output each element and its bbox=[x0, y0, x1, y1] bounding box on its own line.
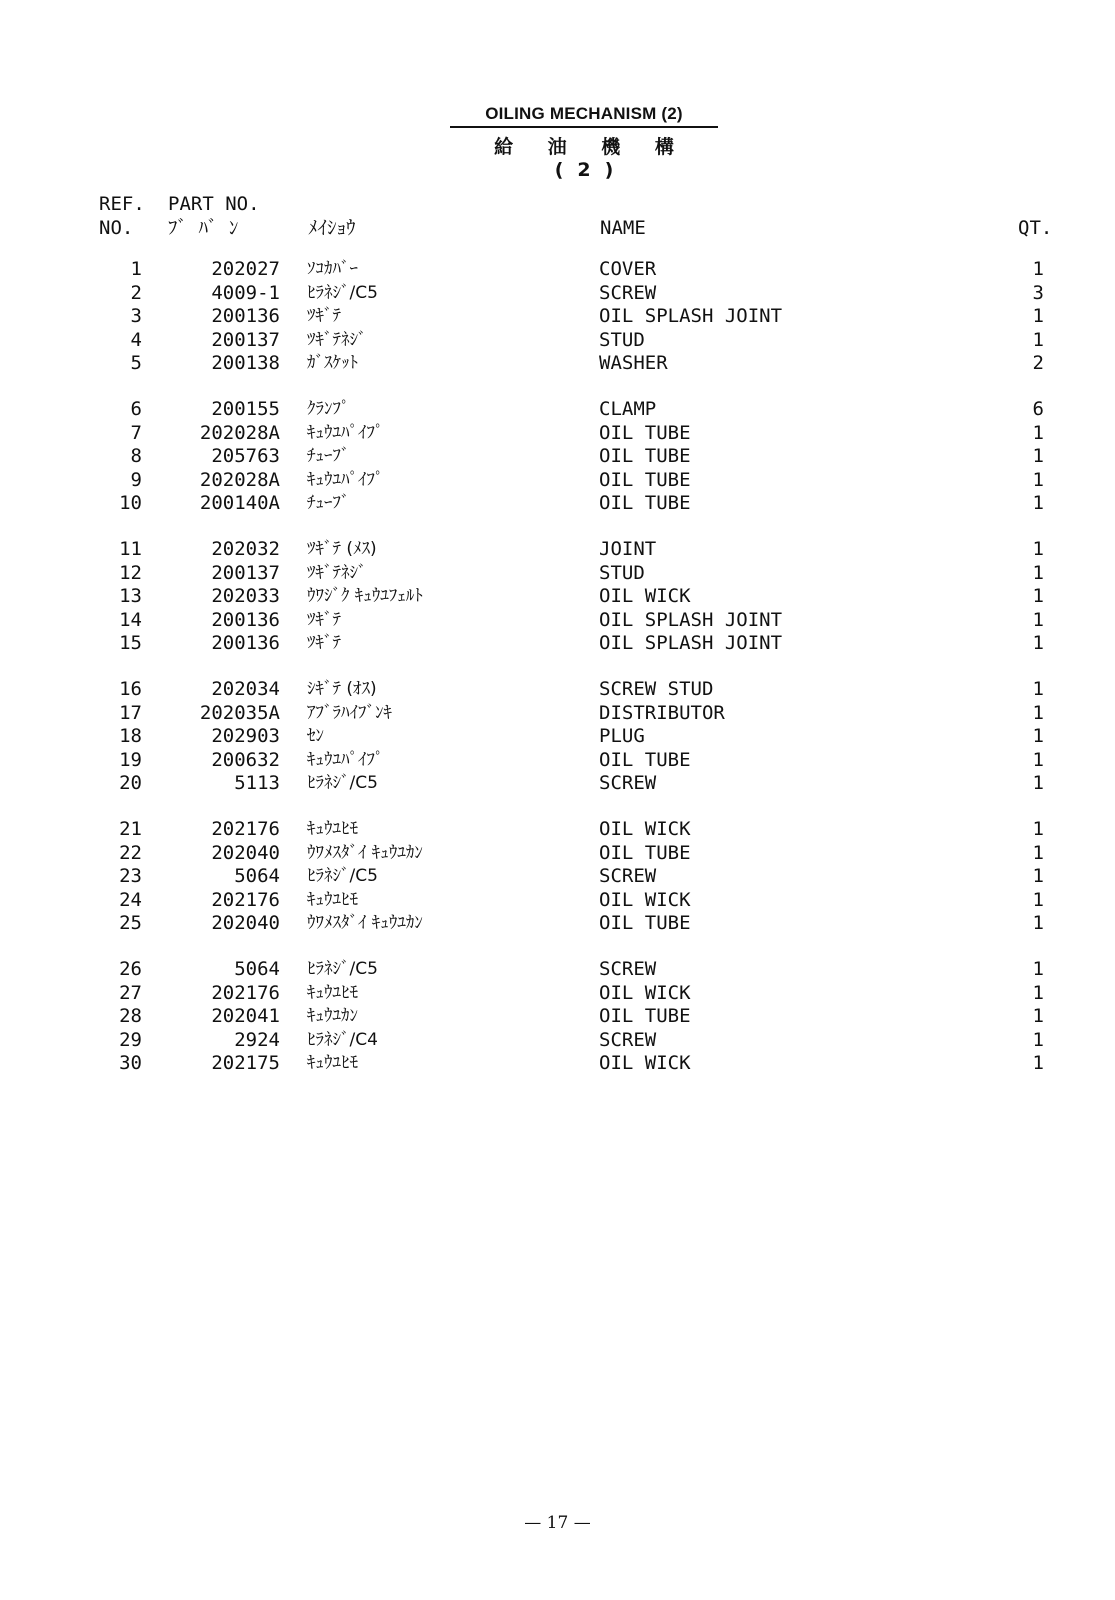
table-row bbox=[0, 329, 1115, 353]
japanese-name-cell: ｷｭｳﾕﾊﾟｲﾌﾟ bbox=[307, 469, 384, 490]
quantity-cell: 1 bbox=[1032, 958, 1044, 980]
japanese-name-cell: ﾋﾗﾈｼﾞ/C5 bbox=[307, 282, 378, 303]
table-row bbox=[0, 609, 1115, 633]
quantity-cell: 3 bbox=[1032, 281, 1044, 304]
table-row bbox=[0, 842, 1115, 866]
table-row bbox=[0, 538, 1115, 562]
quantity-cell: 1 bbox=[1032, 701, 1044, 724]
quantity-cell: 1 bbox=[1032, 305, 1044, 327]
name-cell: DISTRIBUTOR bbox=[599, 701, 725, 724]
name-cell: JOINT bbox=[599, 538, 657, 560]
parts-group bbox=[0, 398, 1115, 516]
part-no-cell: 202034 bbox=[211, 678, 280, 700]
table-row bbox=[0, 749, 1115, 773]
table-row bbox=[0, 1029, 1115, 1053]
japanese-name-cell: ｳﾜｼﾞｸ ｷｭｳﾕﾌｪﾙﾄ bbox=[307, 586, 423, 606]
japanese-name-cell: ｷｭｳﾕﾋﾓ bbox=[307, 889, 358, 910]
ref-no-cell: 17 bbox=[119, 701, 142, 724]
header-part-no: PART NO. ﾌﾞ ﾊﾞ ﾝ bbox=[168, 193, 260, 239]
ref-no-cell: 16 bbox=[119, 678, 142, 700]
ref-no-cell: 6 bbox=[130, 398, 142, 420]
table-row bbox=[0, 982, 1115, 1006]
japanese-name-cell: ﾋﾗﾈｼﾞ/C4 bbox=[307, 1029, 378, 1050]
ref-no-cell: 29 bbox=[119, 1028, 142, 1051]
ref-no-cell: 27 bbox=[119, 981, 142, 1004]
part-no-cell: 200155 bbox=[211, 398, 280, 420]
japanese-name-cell: ﾂｷﾞﾃﾈｼﾞ bbox=[307, 329, 367, 350]
table-row bbox=[0, 772, 1115, 796]
name-cell: OIL WICK bbox=[599, 818, 691, 840]
ref-no-cell: 1 bbox=[130, 258, 142, 280]
ref-no-cell: 2 bbox=[130, 281, 142, 304]
quantity-cell: 1 bbox=[1032, 421, 1044, 444]
quantity-cell: 1 bbox=[1032, 981, 1044, 1004]
part-no-cell: 202028A bbox=[199, 468, 280, 491]
table-row bbox=[0, 818, 1115, 842]
table-row bbox=[0, 725, 1115, 749]
japanese-name-cell: ｱﾌﾞﾗﾊｲﾌﾞﾝｷ bbox=[307, 702, 392, 723]
quantity-cell: 1 bbox=[1032, 538, 1044, 560]
part-no-cell: 202033 bbox=[211, 585, 280, 607]
ref-no-cell: 7 bbox=[130, 421, 142, 444]
quantity-cell: 1 bbox=[1032, 468, 1044, 491]
table-row bbox=[0, 305, 1115, 329]
name-cell: WASHER bbox=[599, 352, 668, 374]
ref-no-cell: 28 bbox=[119, 1005, 142, 1027]
parts-group bbox=[0, 818, 1115, 936]
ref-no-cell: 13 bbox=[119, 585, 142, 607]
page-title-japanese: 給 油 機 構 (2) bbox=[494, 136, 688, 181]
name-cell: SCREW STUD bbox=[599, 678, 714, 700]
parts-group bbox=[0, 258, 1115, 376]
part-no-cell: 202041 bbox=[211, 1005, 280, 1027]
japanese-name-cell: ﾂｷﾞﾃ bbox=[307, 609, 341, 630]
ref-no-cell: 19 bbox=[119, 748, 142, 771]
page-title: OILING MECHANISM (2) bbox=[450, 104, 718, 128]
name-cell: CLAMP bbox=[599, 398, 657, 420]
japanese-name-cell: ｷｭｳﾕﾋﾓ bbox=[307, 819, 358, 839]
ref-no-cell: 30 bbox=[119, 1052, 142, 1074]
part-no-cell: 200137 bbox=[211, 561, 280, 584]
table-row bbox=[0, 422, 1115, 446]
ref-no-cell: 21 bbox=[119, 818, 142, 840]
quantity-cell: 1 bbox=[1032, 445, 1044, 467]
japanese-name-cell: ｷｭｳﾕﾊﾟｲﾌﾟ bbox=[307, 422, 384, 443]
parts-group bbox=[0, 678, 1115, 796]
japanese-name-cell: ｷｭｳﾕﾊﾟｲﾌﾟ bbox=[307, 749, 384, 770]
quantity-cell: 1 bbox=[1032, 888, 1044, 911]
quantity-cell: 1 bbox=[1032, 748, 1044, 771]
table-row bbox=[0, 865, 1115, 889]
quantity-cell: 1 bbox=[1032, 865, 1044, 887]
quantity-cell: 1 bbox=[1032, 328, 1044, 351]
part-no-cell: 202027 bbox=[211, 258, 280, 280]
ref-no-cell: 11 bbox=[119, 538, 142, 560]
name-cell: SCREW bbox=[599, 865, 657, 887]
japanese-name-cell: ﾋﾗﾈｼﾞ/C5 bbox=[307, 866, 378, 886]
name-cell: OIL TUBE bbox=[599, 841, 691, 864]
part-no-cell: 5064 bbox=[234, 958, 280, 980]
quantity-cell: 1 bbox=[1032, 492, 1044, 514]
ref-no-cell: 8 bbox=[130, 445, 142, 467]
name-cell: OIL TUBE bbox=[599, 445, 691, 467]
part-no-cell: 202040 bbox=[211, 841, 280, 864]
part-no-cell: 200140A bbox=[199, 492, 280, 514]
part-no-cell: 200136 bbox=[211, 608, 280, 631]
quantity-cell: 1 bbox=[1032, 1005, 1044, 1027]
japanese-name-cell: ｷｭｳﾕﾋﾓ bbox=[307, 1053, 358, 1073]
part-no-cell: 5064 bbox=[234, 865, 280, 887]
part-no-cell: 2924 bbox=[234, 1028, 280, 1051]
part-no-cell: 200136 bbox=[211, 305, 280, 327]
name-cell: STUD bbox=[599, 561, 645, 584]
japanese-name-cell: ﾋﾗﾈｼﾞ/C5 bbox=[307, 959, 378, 979]
ref-no-cell: 4 bbox=[130, 328, 142, 351]
name-cell: OIL WICK bbox=[599, 1052, 691, 1074]
part-no-cell: 202175 bbox=[211, 1052, 280, 1074]
ref-no-cell: 14 bbox=[119, 608, 142, 631]
parts-group bbox=[0, 958, 1115, 1076]
name-cell: SCREW bbox=[599, 281, 657, 304]
ref-no-cell: 10 bbox=[119, 492, 142, 514]
ref-no-cell: 23 bbox=[119, 865, 142, 887]
quantity-cell: 1 bbox=[1032, 912, 1044, 934]
table-row bbox=[0, 889, 1115, 913]
table-row bbox=[0, 492, 1115, 516]
part-no-cell: 200136 bbox=[211, 632, 280, 654]
part-no-cell: 200632 bbox=[211, 748, 280, 771]
ref-no-cell: 3 bbox=[130, 305, 142, 327]
quantity-cell: 1 bbox=[1032, 772, 1044, 794]
part-no-cell: 205763 bbox=[211, 445, 280, 467]
japanese-name-cell: ｳﾜﾒｽﾀﾞｲ ｷｭｳﾕｶﾝ bbox=[307, 913, 423, 933]
japanese-name-cell: ﾁｭｰﾌﾞ bbox=[307, 446, 350, 466]
name-cell: SCREW bbox=[599, 772, 657, 794]
name-cell: SCREW bbox=[599, 1028, 657, 1051]
ref-no-cell: 26 bbox=[119, 958, 142, 980]
name-cell: OIL WICK bbox=[599, 981, 691, 1004]
japanese-name-cell: ｶﾞｽｹｯﾄ bbox=[307, 353, 358, 373]
name-cell: OIL SPLASH JOINT bbox=[599, 305, 783, 327]
quantity-cell: 6 bbox=[1032, 398, 1044, 420]
table-row bbox=[0, 632, 1115, 656]
table-row bbox=[0, 702, 1115, 726]
part-no-cell: 202028A bbox=[199, 421, 280, 444]
japanese-name-cell: ﾂｷﾞﾃﾈｼﾞ bbox=[307, 562, 367, 583]
ref-no-cell: 9 bbox=[130, 468, 142, 491]
table-row bbox=[0, 912, 1115, 936]
quantity-cell: 1 bbox=[1032, 608, 1044, 631]
part-no-cell: 202035A bbox=[199, 701, 280, 724]
quantity-cell: 1 bbox=[1032, 725, 1044, 747]
table-row bbox=[0, 282, 1115, 306]
part-no-cell: 4009-1 bbox=[211, 281, 280, 304]
quantity-cell: 1 bbox=[1032, 1052, 1044, 1074]
quantity-cell: 1 bbox=[1032, 1028, 1044, 1051]
table-row bbox=[0, 678, 1115, 702]
name-cell: OIL WICK bbox=[599, 888, 691, 911]
ref-no-cell: 15 bbox=[119, 632, 142, 654]
japanese-name-cell: ﾂｷﾞﾃ bbox=[307, 306, 341, 326]
name-cell: SCREW bbox=[599, 958, 657, 980]
japanese-name-cell: ｾﾝ bbox=[307, 726, 324, 746]
name-cell: PLUG bbox=[599, 725, 645, 747]
part-no-cell: 202903 bbox=[211, 725, 280, 747]
name-cell: OIL TUBE bbox=[599, 748, 691, 771]
name-cell: STUD bbox=[599, 328, 645, 351]
table-row bbox=[0, 1052, 1115, 1076]
table-row bbox=[0, 958, 1115, 982]
header-japanese-name: ﾒｲｼｮｳ bbox=[308, 217, 356, 239]
japanese-name-cell: ｷｭｳﾕｶﾝ bbox=[307, 1006, 358, 1026]
ref-no-cell: 22 bbox=[119, 841, 142, 864]
japanese-name-cell: ｿｺｶﾊﾞｰ bbox=[307, 259, 358, 279]
japanese-name-cell: ｼｷﾞﾃ (ｵｽ) bbox=[307, 679, 377, 699]
parts-group bbox=[0, 538, 1115, 656]
quantity-cell: 1 bbox=[1032, 258, 1044, 280]
part-no-cell: 202176 bbox=[211, 981, 280, 1004]
name-cell: OIL TUBE bbox=[599, 912, 691, 934]
japanese-name-cell: ｳﾜﾒｽﾀﾞｲ ｷｭｳﾕｶﾝ bbox=[307, 842, 423, 863]
name-cell: OIL TUBE bbox=[599, 492, 691, 514]
name-cell: OIL SPLASH JOINT bbox=[599, 608, 783, 631]
part-no-cell: 5113 bbox=[234, 772, 280, 794]
header-name: NAME bbox=[600, 217, 646, 239]
name-cell: COVER bbox=[599, 258, 657, 280]
table-row bbox=[0, 562, 1115, 586]
name-cell: OIL SPLASH JOINT bbox=[599, 632, 783, 654]
ref-no-cell: 24 bbox=[119, 888, 142, 911]
ref-no-cell: 25 bbox=[119, 912, 142, 934]
japanese-name-cell: ｸﾗﾝﾌﾟ bbox=[307, 399, 350, 419]
japanese-name-cell: ﾁｭｰﾌﾞ bbox=[307, 493, 350, 513]
quantity-cell: 1 bbox=[1032, 818, 1044, 840]
part-no-cell: 200137 bbox=[211, 328, 280, 351]
japanese-name-cell: ｷｭｳﾕﾋﾓ bbox=[307, 982, 358, 1003]
part-no-cell: 200138 bbox=[211, 352, 280, 374]
ref-no-cell: 12 bbox=[119, 561, 142, 584]
name-cell: OIL WICK bbox=[599, 585, 691, 607]
table-row bbox=[0, 445, 1115, 469]
japanese-name-cell: ﾋﾗﾈｼﾞ/C5 bbox=[307, 773, 378, 793]
japanese-name-cell: ﾂｷﾞﾃ bbox=[307, 633, 341, 653]
quantity-cell: 1 bbox=[1032, 585, 1044, 607]
part-no-cell: 202040 bbox=[211, 912, 280, 934]
header-quantity: QT. bbox=[1018, 217, 1053, 239]
ref-no-cell: 20 bbox=[119, 772, 142, 794]
quantity-cell: 1 bbox=[1032, 841, 1044, 864]
part-no-cell: 202032 bbox=[211, 538, 280, 560]
table-row bbox=[0, 1005, 1115, 1029]
japanese-name-cell: ﾂｷﾞﾃ (ﾒｽ) bbox=[307, 539, 377, 559]
quantity-cell: 2 bbox=[1032, 352, 1044, 374]
page-title-block bbox=[450, 104, 718, 181]
quantity-cell: 1 bbox=[1032, 632, 1044, 654]
page-number: — 17 — bbox=[524, 1513, 591, 1533]
quantity-cell: 1 bbox=[1032, 678, 1044, 700]
part-no-cell: 202176 bbox=[211, 818, 280, 840]
name-cell: OIL TUBE bbox=[599, 421, 691, 444]
quantity-cell: 1 bbox=[1032, 561, 1044, 584]
ref-no-cell: 5 bbox=[130, 352, 142, 374]
name-cell: OIL TUBE bbox=[599, 468, 691, 491]
table-row bbox=[0, 469, 1115, 493]
name-cell: OIL TUBE bbox=[599, 1005, 691, 1027]
table-row bbox=[0, 352, 1115, 376]
table-row bbox=[0, 258, 1115, 282]
table-row bbox=[0, 585, 1115, 609]
header-ref-no: REF. NO. bbox=[99, 193, 145, 239]
table-row bbox=[0, 398, 1115, 422]
ref-no-cell: 18 bbox=[119, 725, 142, 747]
part-no-cell: 202176 bbox=[211, 888, 280, 911]
